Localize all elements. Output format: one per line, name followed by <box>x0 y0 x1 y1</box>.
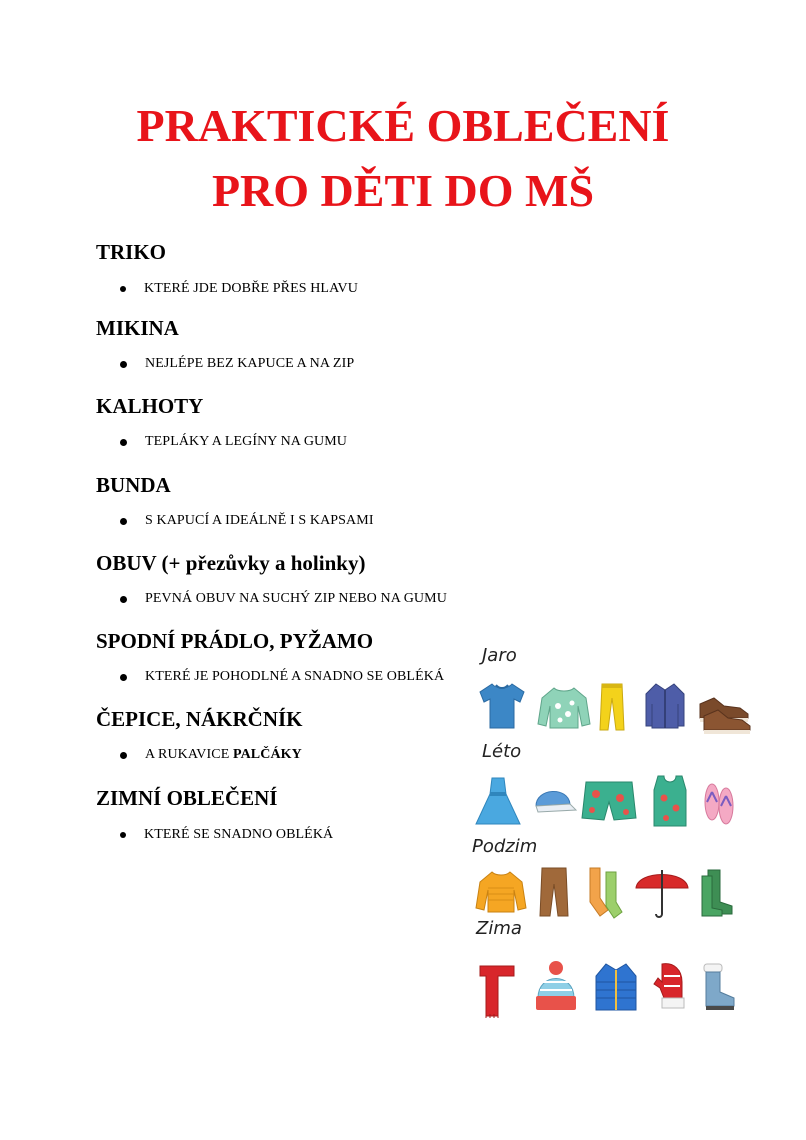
bullet-icon <box>120 674 127 681</box>
bullet-text: PEVNÁ OBUV NA SUCHÝ ZIP NEBO NA GUMU <box>145 591 447 606</box>
page-title-line-2: PRO DĚTI DO MŠ <box>211 165 595 216</box>
season-row-jaro <box>472 676 762 746</box>
section-spodni-pradlo <box>96 629 445 684</box>
section-heading: ZIMNÍ OBLEČENÍ <box>96 786 278 810</box>
list-item <box>120 591 447 607</box>
section-kalhoty <box>96 394 348 449</box>
section-heading: KALHOTY <box>96 394 204 418</box>
section-heading: SPODNÍ PRÁDLO, PYŽAMO <box>96 629 374 653</box>
socks-icon <box>584 862 624 922</box>
puffer-jacket-icon <box>592 958 640 1018</box>
section-cepice <box>96 707 303 762</box>
bullet-icon <box>120 439 127 446</box>
section-heading: MIKINA <box>96 316 179 340</box>
dress-icon <box>474 772 522 832</box>
pants-icon <box>592 676 632 736</box>
section-heading: ČEPICE, NÁKRČNÍK <box>96 707 303 731</box>
bullet-icon <box>120 752 127 759</box>
list-item <box>120 356 354 372</box>
bullet-text <box>145 747 302 763</box>
section-bunda <box>96 473 374 528</box>
bullet-text: NEJLÉPE BEZ KAPUCE A NA ZIP <box>145 356 355 371</box>
section-triko <box>96 240 358 296</box>
list-item <box>120 669 444 685</box>
rain-boots-icon <box>698 862 734 922</box>
umbrella-icon <box>634 862 690 922</box>
bullet-icon <box>120 518 127 525</box>
list-item <box>120 747 302 763</box>
season-label-jaro: Jaro <box>482 645 517 666</box>
sneakers-icon <box>696 676 752 736</box>
bullet-icon <box>120 596 127 603</box>
bullet-text: KTERÉ SE SNADNO OBLÉKÁ <box>144 827 334 842</box>
mittens-icon <box>652 958 692 1018</box>
list-item <box>120 281 358 297</box>
section-mikina <box>96 316 355 371</box>
section-obuv <box>96 551 447 606</box>
winter-boots-icon <box>698 958 738 1018</box>
tank-top-icon <box>648 772 692 832</box>
bullet-icon <box>120 832 126 838</box>
scarf-icon <box>474 958 522 1018</box>
section-zimni-obleceni <box>96 786 334 842</box>
list-item <box>120 513 374 529</box>
winter-hat-icon <box>530 958 582 1018</box>
season-row-leto <box>472 772 762 842</box>
flip-flops-icon <box>700 772 736 832</box>
season-row-zima <box>472 958 762 1028</box>
trousers-icon <box>534 862 574 922</box>
section-heading: TRIKO <box>96 240 167 264</box>
list-item <box>120 434 347 450</box>
tshirt-icon <box>474 676 530 736</box>
bullet-text: KTERÉ JDE DOBŘE PŘES HLAVU <box>144 281 358 296</box>
list-item <box>120 827 333 843</box>
jacket-icon <box>642 676 688 736</box>
season-label-zima: Zima <box>476 918 522 939</box>
section-heading: BUNDA <box>96 473 171 497</box>
section-heading: OBUV (+ přezůvky a holinky) <box>96 551 366 575</box>
page-title-line-1: PRAKTICKÉ OBLEČENÍ <box>136 100 670 151</box>
bullet-text-bold: PALČÁKY <box>232 747 302 762</box>
bullet-text: S KAPUCÍ A IDEÁLNĚ I S KAPSAMI <box>145 513 374 528</box>
sweater-icon <box>474 862 528 922</box>
season-label-podzim: Podzim <box>472 836 538 857</box>
bullet-text: KTERÉ JE POHODLNÉ A SNADNO SE OBLÉKÁ <box>145 669 445 684</box>
bullet-text: TEPLÁKY A LEGÍNY NA GUMU <box>145 434 348 449</box>
bullet-icon <box>120 361 127 368</box>
sweater-icon <box>536 676 592 736</box>
season-label-leto: Léto <box>482 741 522 762</box>
bullet-text-prefix: A RUKAVICE <box>145 747 233 762</box>
bullet-icon <box>120 286 126 292</box>
shorts-icon <box>580 772 638 832</box>
cap-icon <box>528 772 578 832</box>
